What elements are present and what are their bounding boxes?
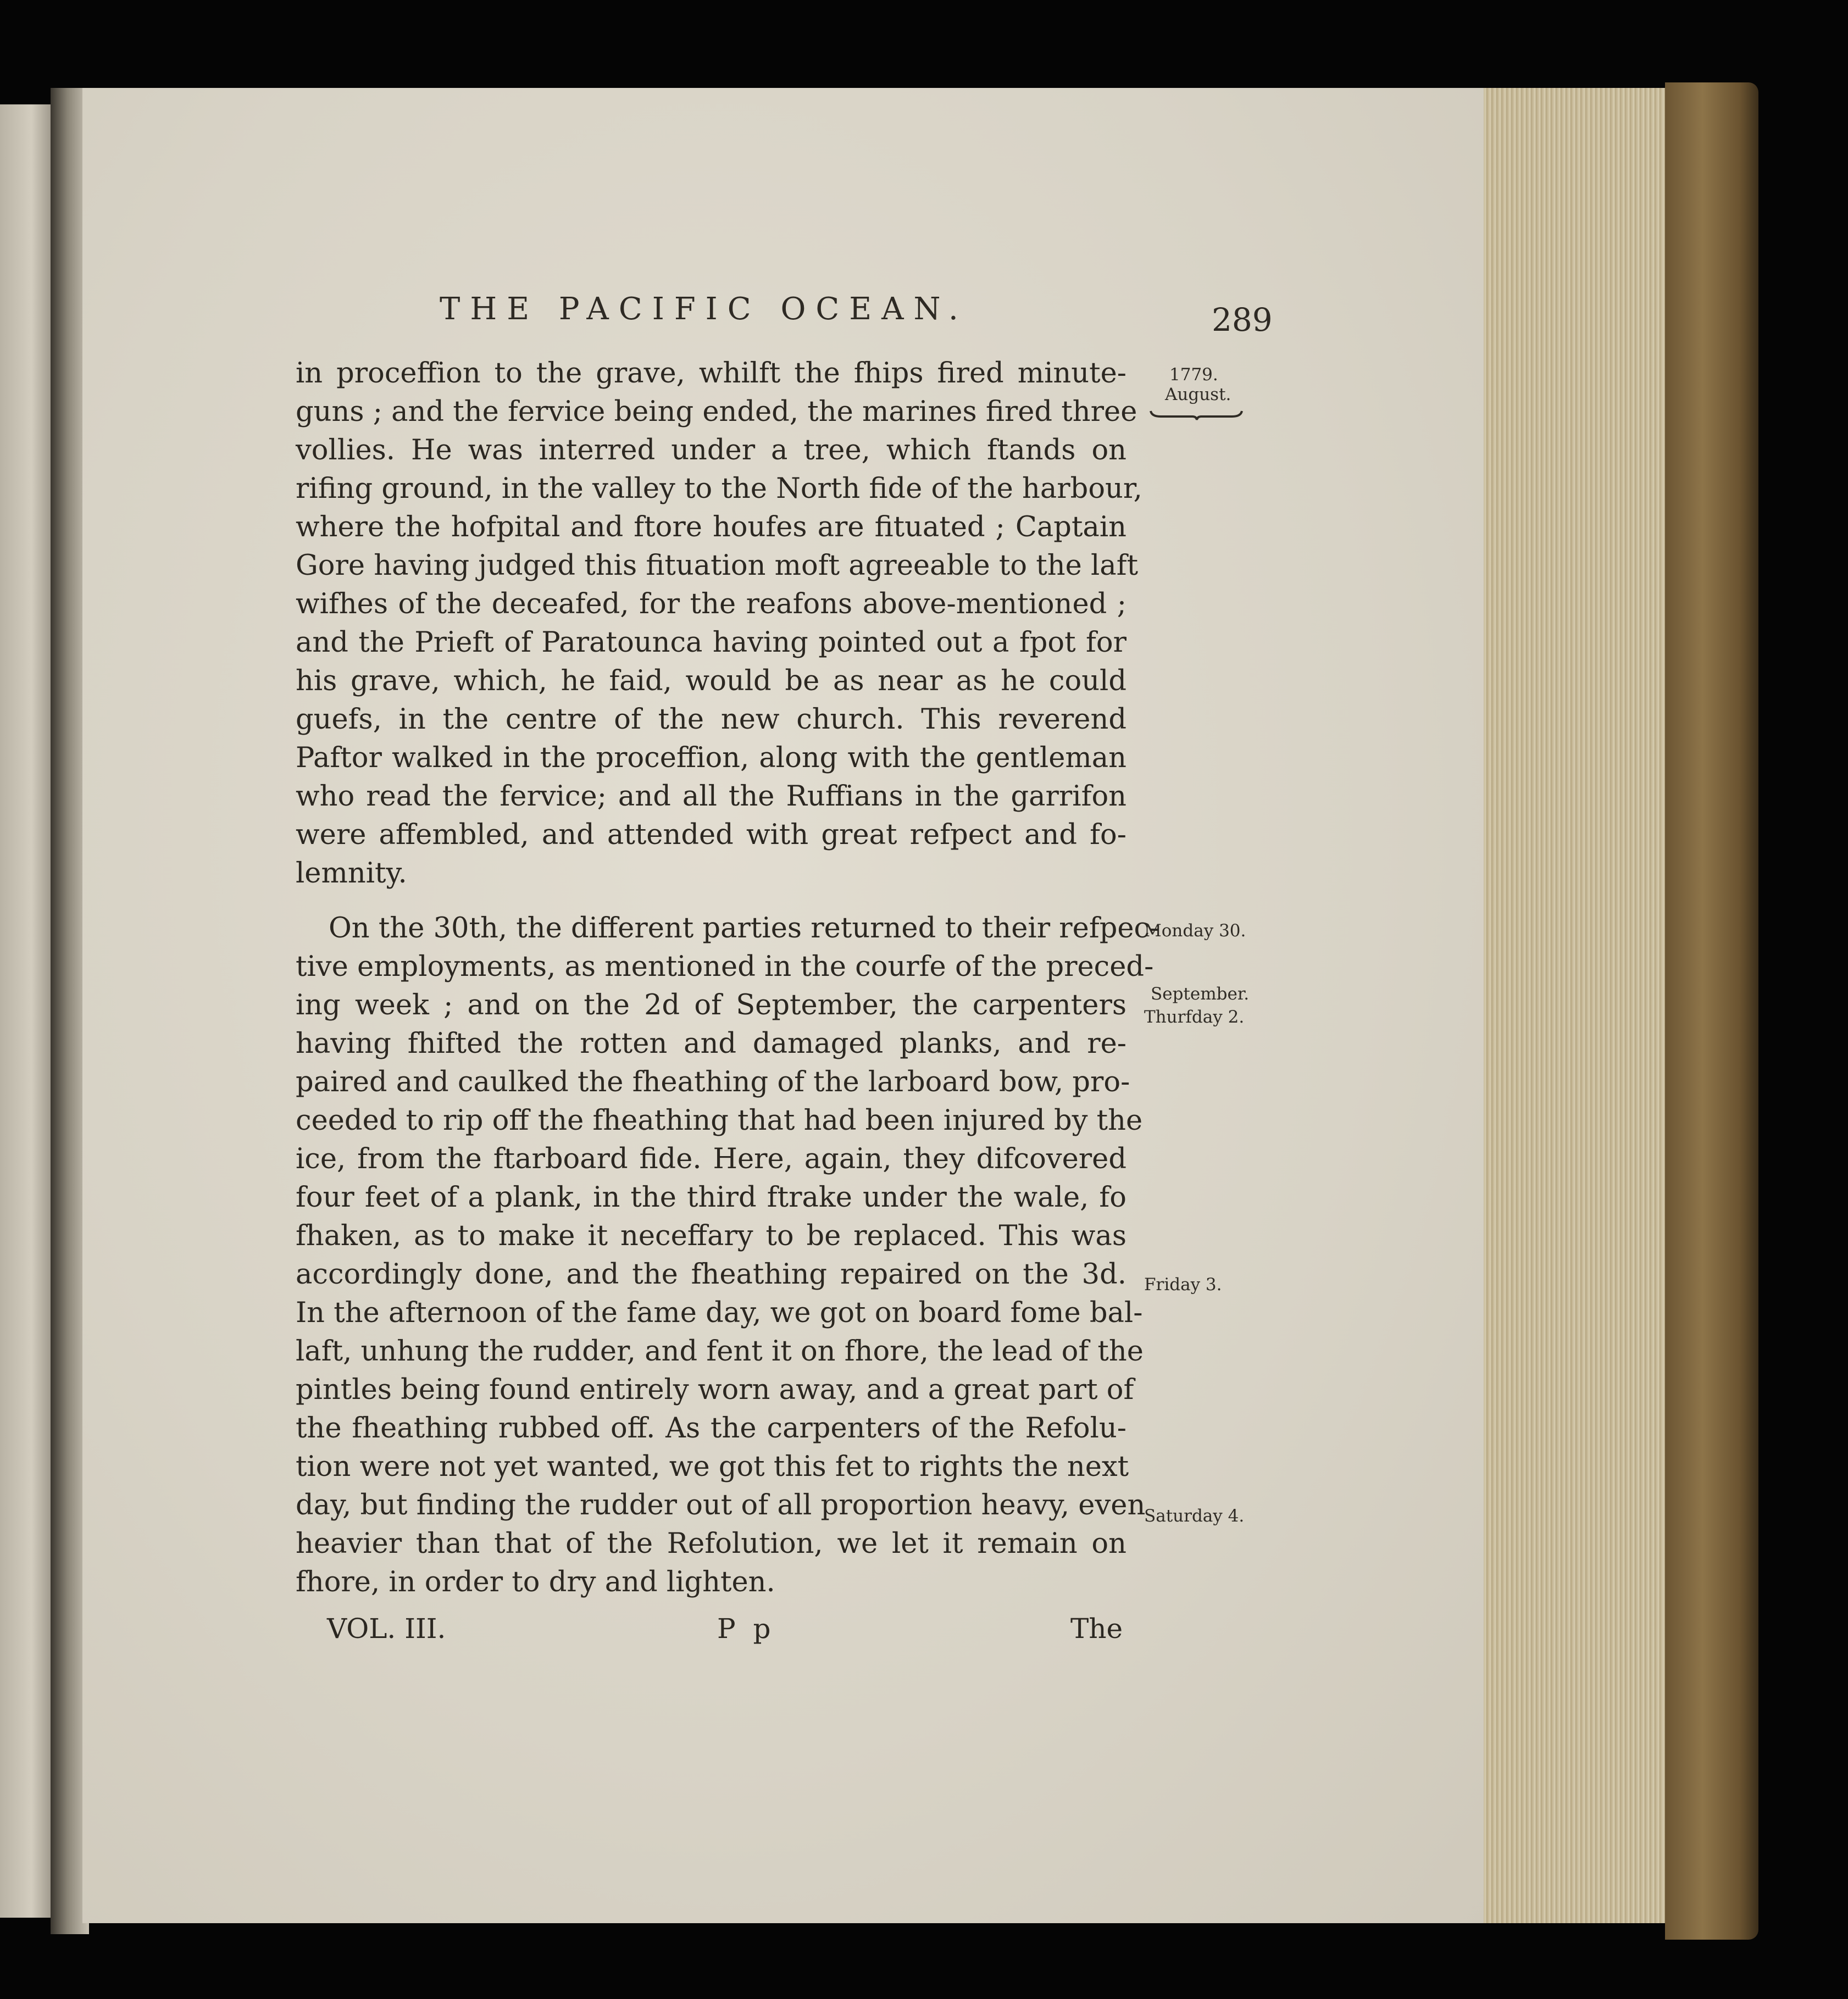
text-line: ceeded to rip off the fheathing that had been injured by the [296, 1104, 1143, 1137]
page-number: 289 [1212, 301, 1273, 338]
text-line: heavier than that of the Refolution, we let it remain on [296, 1528, 1126, 1560]
text-line: pintles being found entirely worn away, and a great part of [296, 1374, 1134, 1406]
margin-note-saturday: Saturday 4. [1144, 1506, 1245, 1526]
page-block-edge [1484, 88, 1671, 1923]
text-line: day, but finding the rudder out of all proportion heavy, even [296, 1489, 1146, 1522]
text-line: tive employments, as mentioned in the courfe of the preced- [296, 951, 1154, 983]
text-line: On the 30th, the different parties returned to their refpec- [329, 912, 1159, 945]
text-line: the fheathing rubbed off. As the carpenters of the Refolu- [296, 1412, 1126, 1445]
facing-page-edge [0, 104, 52, 1918]
footer-catchword: The [1070, 1613, 1123, 1645]
text-line: Gore having judged this fituation moft agreeable to the laft [296, 549, 1139, 582]
margin-note-thursday: Thurfday 2. [1144, 1007, 1245, 1027]
text-line: in proceffion to the grave, whilft the fhips fired minute- [296, 357, 1126, 390]
margin-note-friday: Friday 3. [1144, 1275, 1222, 1295]
text-line: paired and caulked the fheathing of the larboard bow, pro- [296, 1066, 1130, 1098]
text-line: guns ; and the fervice being ended, the marines fired three [296, 396, 1137, 428]
footer-volume: VOL. III. [327, 1613, 446, 1645]
text-line: rifing ground, in the valley to the North fide of the harbour, [296, 473, 1142, 505]
text-line: In the afternoon of the fame day, we got on board fome bal- [296, 1297, 1143, 1329]
text-line: his grave, which, he faid, would be as near as he could [296, 665, 1126, 697]
text-line: were affembled, and attended with great refpect and fo- [296, 819, 1126, 851]
text-line: and the Prieft of Paratounca having pointed out a fpot for [296, 626, 1126, 659]
text-line: four feet of a plank, in the third ftrake under the wale, fo [296, 1181, 1126, 1214]
text-line: Paftor walked in the proceffion, along with the gentleman [296, 742, 1126, 774]
text-line: lemnity. [296, 857, 407, 890]
text-line: vollies. He was interred under a tree, which ftands on [296, 434, 1126, 467]
margin-note-september: September. [1151, 984, 1250, 1004]
margin-brace [1150, 410, 1243, 421]
margin-note-month: August. [1165, 385, 1231, 404]
text-line: fhaken, as to make it neceffary to be replaced. This was [296, 1220, 1126, 1252]
text-line: ing week ; and on the 2d of September, the carpenters [296, 989, 1126, 1021]
text-line: where the hofpital and ftore houfes are fituated ; Captain [296, 511, 1126, 543]
text-line: tion were not yet wanted, we got this fet to rights the next [296, 1451, 1129, 1483]
text-line: ice, from the ftarboard fide. Here, again, they difcovered [296, 1143, 1126, 1175]
footer-signature: P p [717, 1613, 775, 1645]
text-line: having fhifted the rotten and damaged planks, and re- [296, 1028, 1126, 1060]
text-line: accordingly done, and the fheathing repaired on the 3d. [296, 1258, 1126, 1291]
text-line: who read the fervice; and all the Ruffians in the garrifon [296, 780, 1126, 813]
running-head: THE PACIFIC OCEAN. [440, 291, 968, 327]
text-line: wifhes of the deceafed, for the reafons above-mentioned ; [296, 588, 1126, 620]
margin-note-year: 1779. [1169, 365, 1218, 385]
text-line: guefs, in the centre of the new church. This reverend [296, 703, 1126, 736]
text-line: fhore, in order to dry and lighten. [296, 1566, 775, 1598]
text-line: laft, unhung the rudder, and fent it on fhore, the lead of the [296, 1335, 1144, 1368]
book-cover [1665, 82, 1758, 1940]
margin-note-monday: Monday 30. [1144, 921, 1246, 941]
